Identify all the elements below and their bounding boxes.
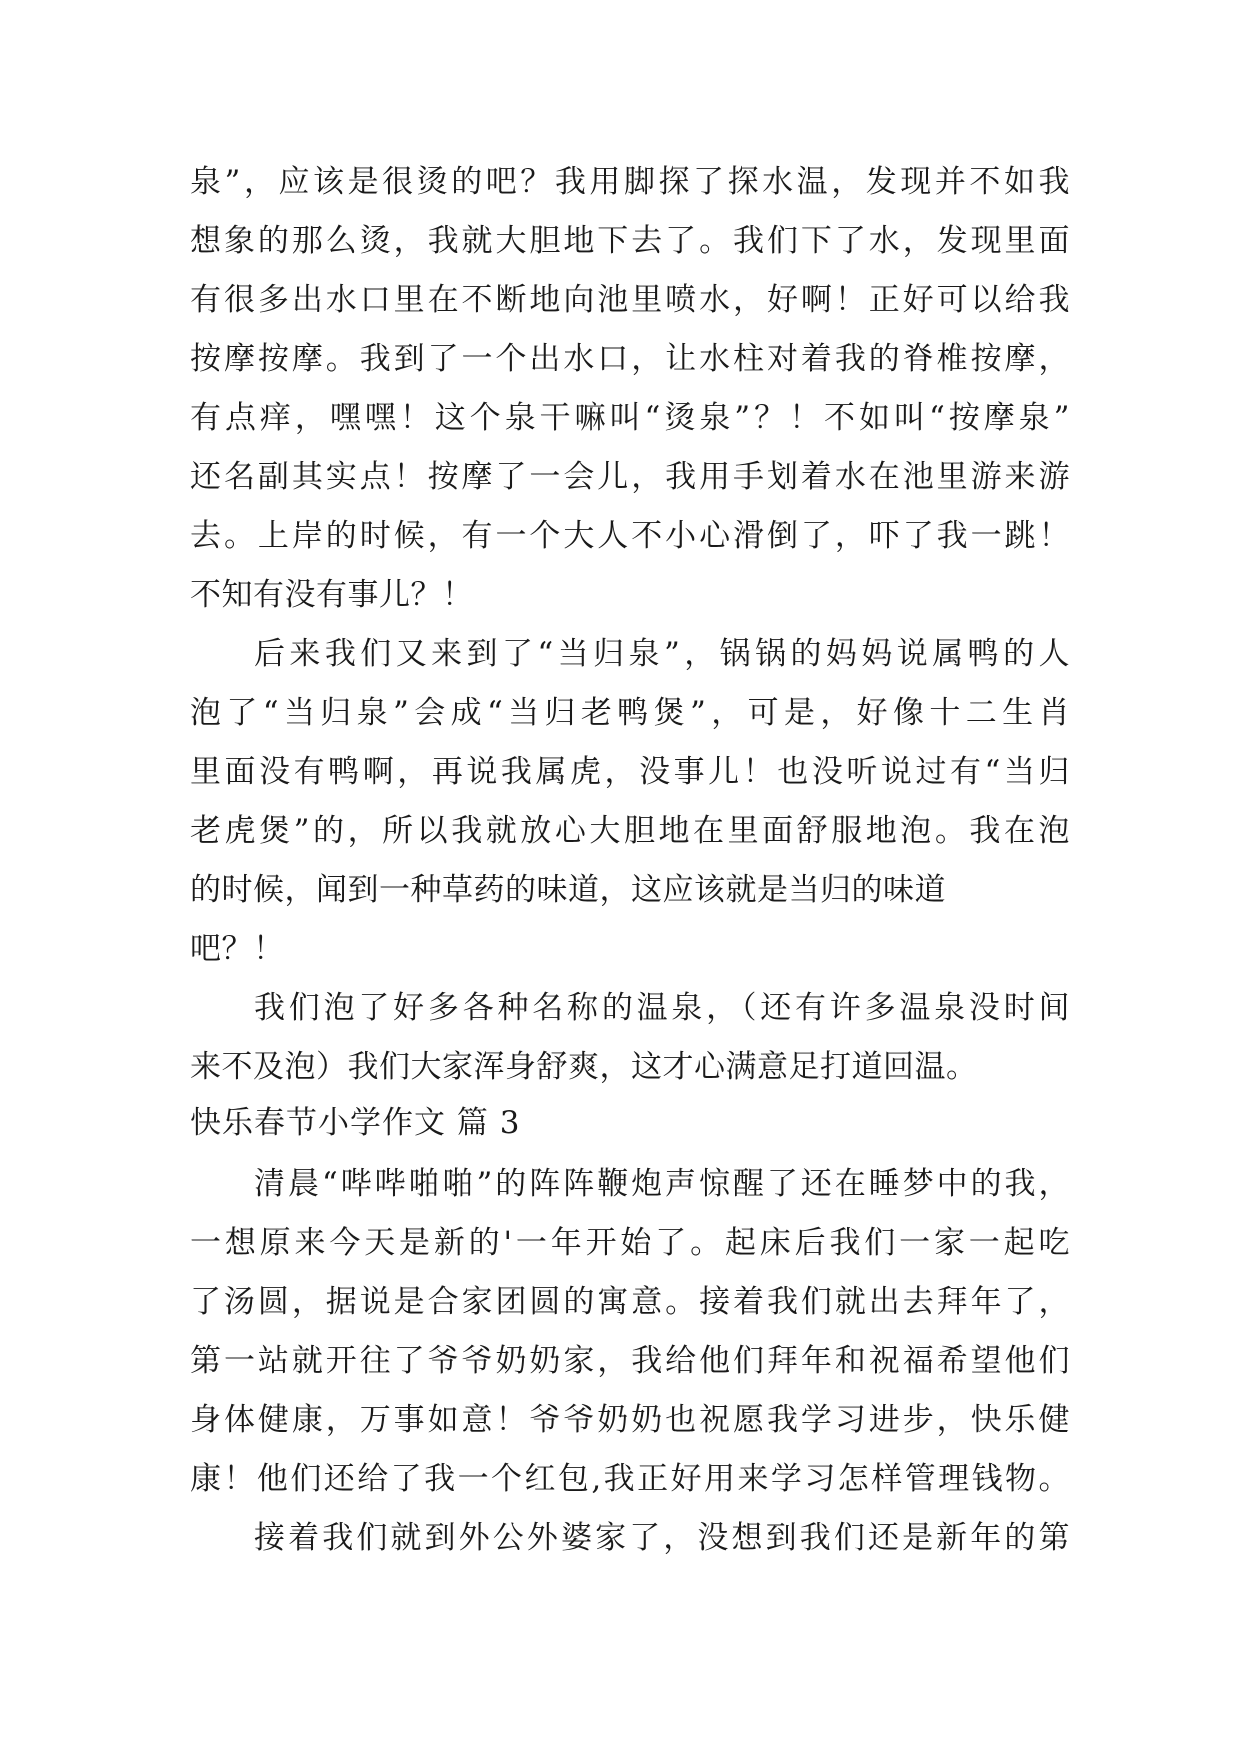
text-line: 老虎煲”的，所以我就放心大胆地在里面舒服地泡。我在泡 xyxy=(190,813,1070,849)
text-line: 里面没有鸭啊，再说我属虎，没事儿！也没听说过有“当归 xyxy=(190,754,1070,790)
paragraph-first-line: 清晨“哔哔啪啪”的阵阵鞭炮声惊醒了还在睡梦中的我， xyxy=(254,1166,1070,1202)
paragraph-end-line: 不知有没有事儿？！ xyxy=(190,577,474,613)
text-line: 按摩按摩。我到了一个出水口，让水柱对着我的脊椎按摩， xyxy=(190,341,1070,377)
text-line: 有很多出水口里在不断地向池里喷水，好啊！正好可以给我 xyxy=(190,282,1070,318)
text-line: 了汤圆，据说是合家团圆的寓意。接着我们就出去拜年了， xyxy=(190,1284,1070,1320)
paragraph-first-line: 我们泡了好多各种名称的温泉，（还有许多温泉没时间 xyxy=(254,990,1070,1026)
text-line: 泡了“当归泉”会成“当归老鸭煲”，可是，好像十二生肖 xyxy=(190,695,1070,731)
paragraph-first-line: 接着我们就到外公外婆家了，没想到我们还是新年的第 xyxy=(254,1520,1070,1556)
text-line: 身体健康，万事如意！爷爷奶奶也祝愿我学习进步，快乐健 xyxy=(190,1402,1070,1438)
text-line: 第一站就开往了爷爷奶奶家，我给他们拜年和祝福希望他们 xyxy=(190,1343,1070,1379)
text-line: 泉”，应该是很烫的吧？我用脚探了探水温，发现并不如我 xyxy=(190,164,1070,200)
text-line: 的时候，闻到一种草药的味道，这应该就是当归的味道 xyxy=(190,872,946,908)
text-line: 去。上岸的时候，有一个大人不小心滑倒了，吓了我一跳！ xyxy=(190,518,1070,554)
section-heading: 快乐春节小学作文 篇 3 xyxy=(190,1105,521,1141)
text-line: 想象的那么烫，我就大胆地下去了。我们下了水，发现里面 xyxy=(190,223,1070,259)
text-line: 有点痒，嘿嘿！这个泉干嘛叫“烫泉”？！不如叫“按摩泉” xyxy=(190,400,1070,436)
paragraph-end-line: 吧？！ xyxy=(190,931,285,967)
text-line: 还名副其实点！按摩了一会儿，我用手划着水在池里游来游 xyxy=(190,459,1070,495)
paragraph-end-line: 康！他们还给了我一个红包,我正好用来学习怎样管理钱物。 xyxy=(190,1461,1070,1497)
paragraph-first-line: 后来我们又来到了“当归泉”，锅锅的妈妈说属鸭的人 xyxy=(254,636,1070,672)
text-line: 一想原来今天是新的'一年开始了。起床后我们一家一起吃 xyxy=(190,1225,1070,1261)
paragraph-end-line: 来不及泡）我们大家浑身舒爽，这才心满意足打道回温。 xyxy=(190,1049,978,1085)
